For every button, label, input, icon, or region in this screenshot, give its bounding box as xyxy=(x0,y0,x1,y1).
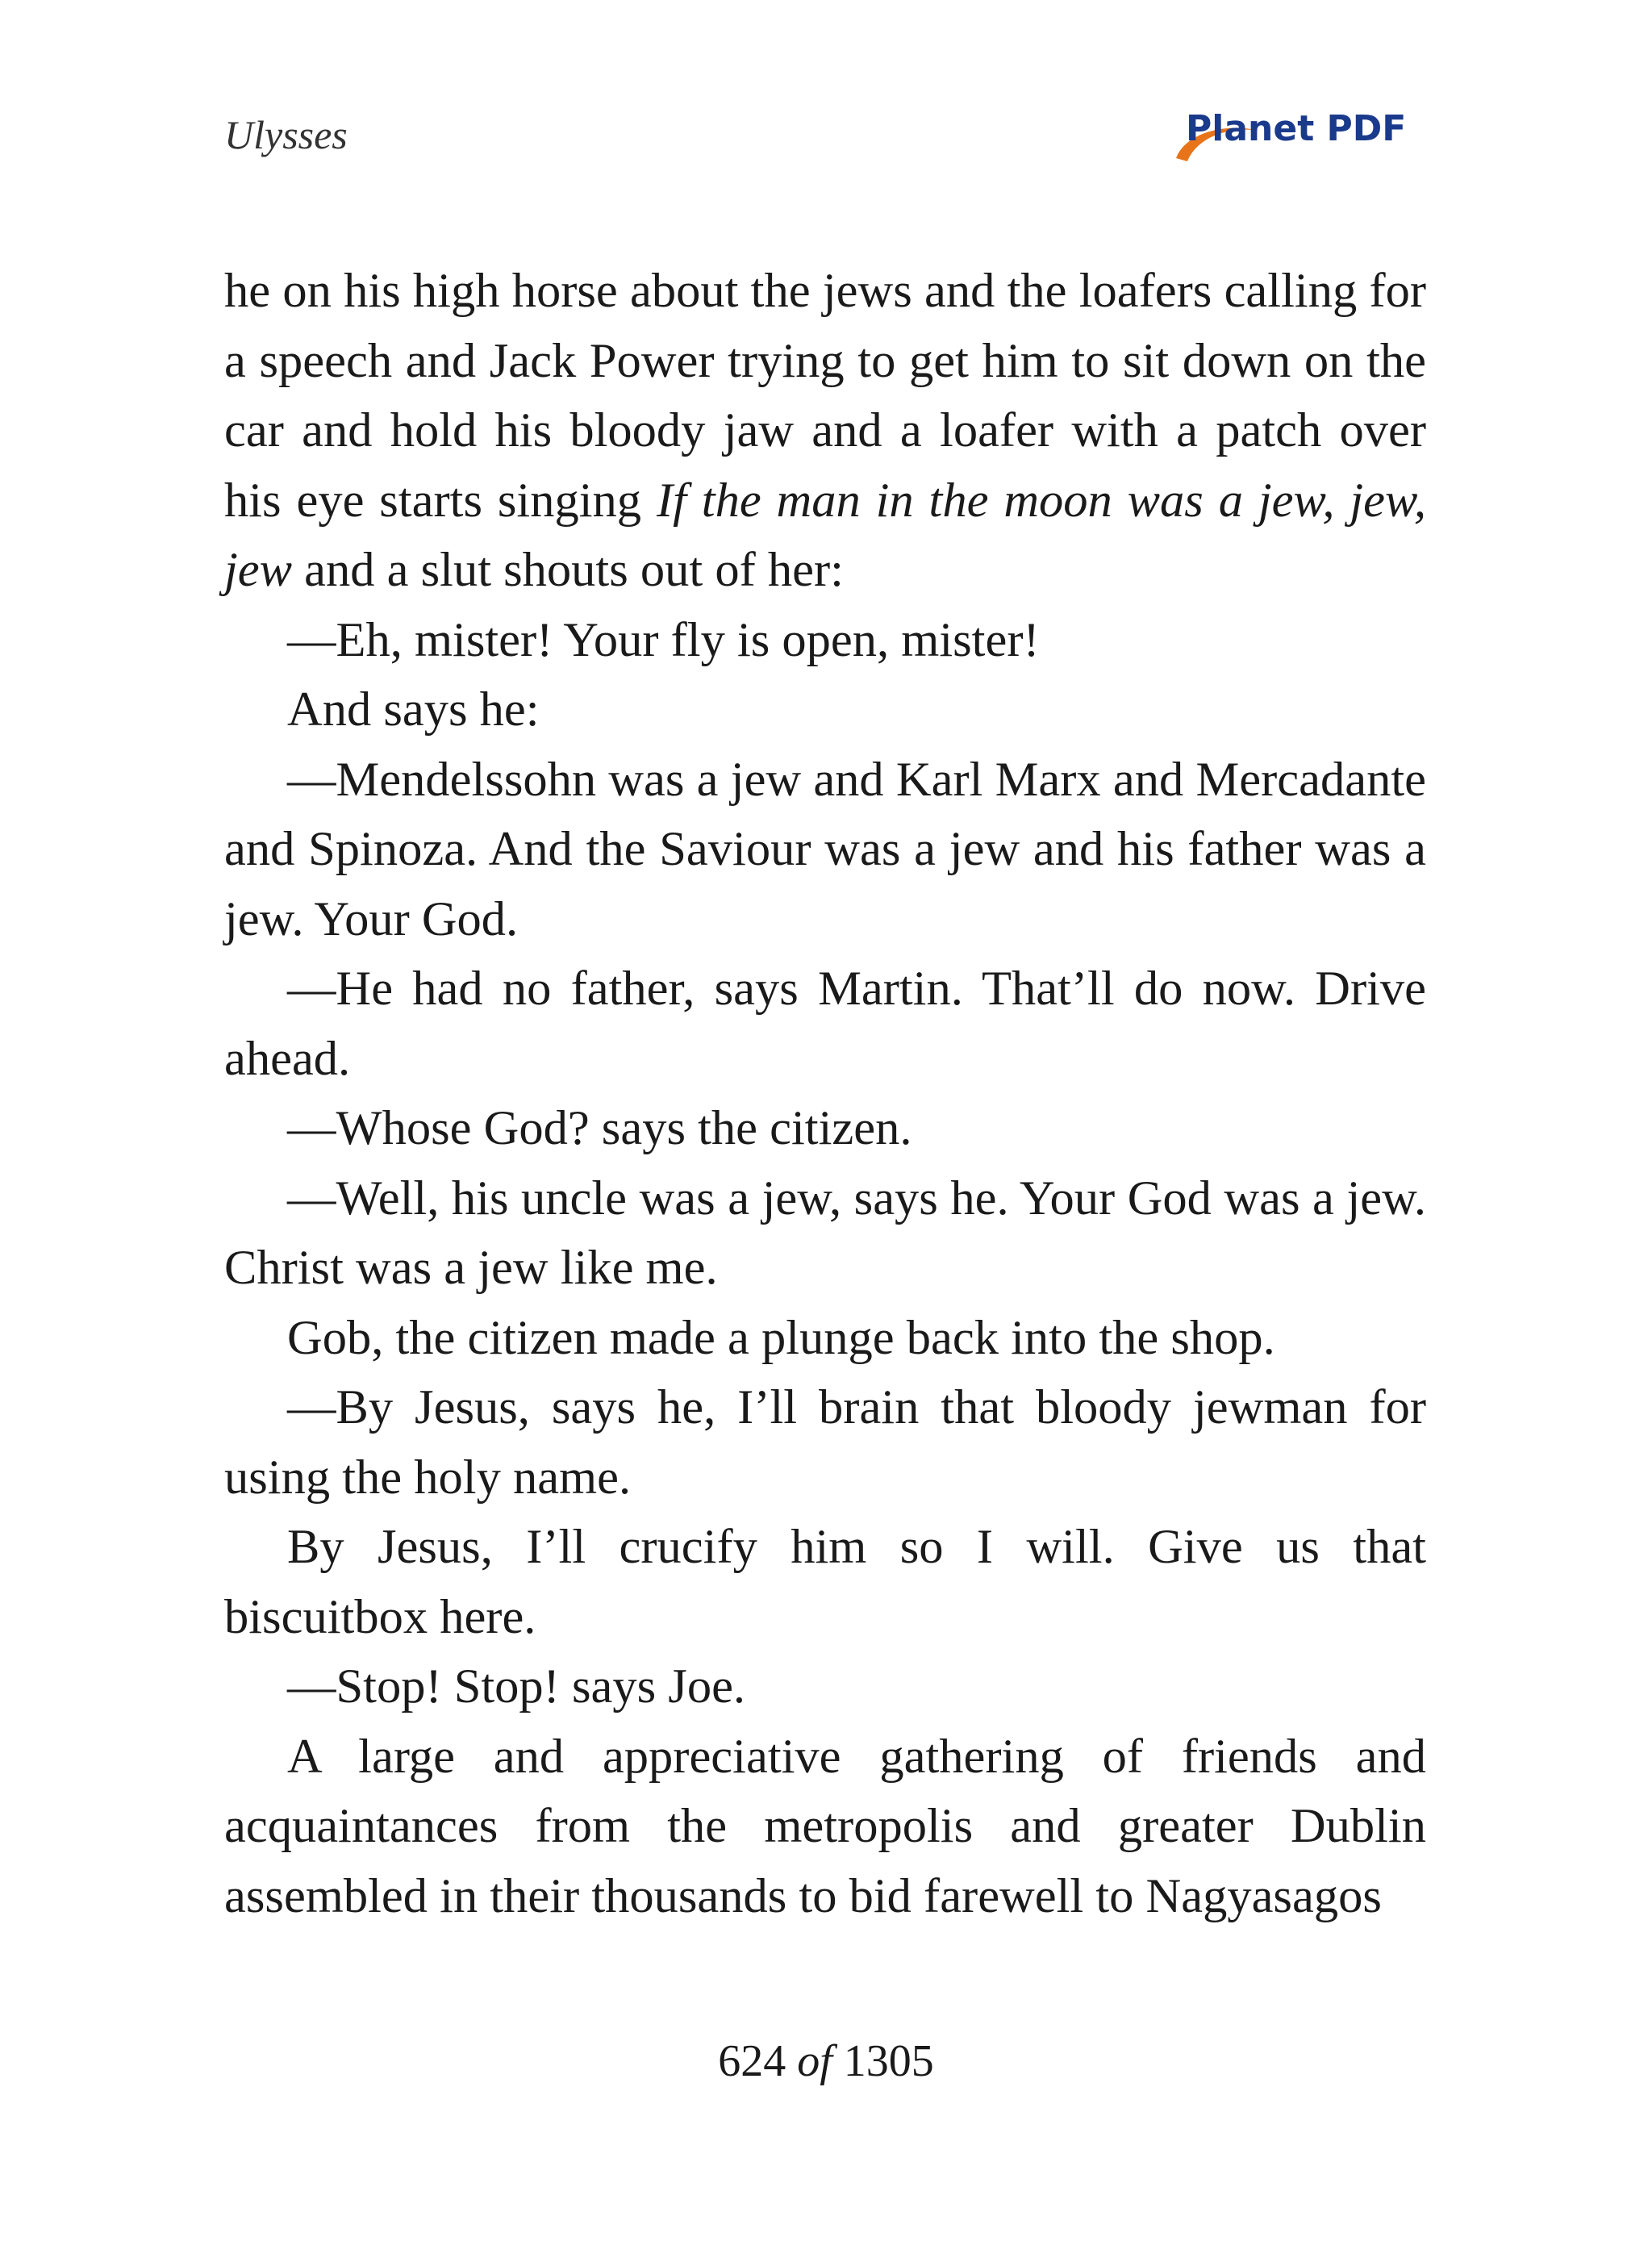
running-title: Ulysses xyxy=(224,112,348,157)
paragraph: —Well, his uncle was a jew, says he. Your God was a jew. Christ was a jew like me. xyxy=(224,1171,1426,1295)
paragraph: —He had no father, says Martin. That’ll do now. Drive ahead. xyxy=(224,962,1426,1086)
page-number xyxy=(0,2033,1652,2089)
paragraph: —Mendelssohn was a jew and Karl Marx and Mercadante and Spinoza. And the Saviour was a jew and his father was a jew. Your God. xyxy=(224,752,1426,946)
paragraph: —Eh, mister! Your fly is open, mister! xyxy=(287,612,1040,667)
paragraph: And says he: xyxy=(287,682,540,737)
paragraph: Gob, the citizen made a plunge back into the shop. xyxy=(287,1310,1275,1365)
planet-pdf-logo xyxy=(1170,105,1436,169)
song-lyric: If the man in the moon was a jew, jew, jew xyxy=(224,473,1426,597)
paragraph: —Whose God? says the citizen. xyxy=(287,1101,912,1155)
paragraph xyxy=(224,257,1426,606)
paragraph: By Jesus, I’ll crucify him so I will. Give us that biscuitbox here. xyxy=(224,1520,1426,1644)
book-text xyxy=(224,257,1426,1931)
paragraph: —Stop! Stop! says Joe. xyxy=(287,1659,746,1713)
text-span: he on his high horse about the jews and the loafers calling for a speech and Jack Power trying to get him to sit down on the car and hold his bloody jaw and a loafer with a patch over his eye starts singing xyxy=(224,264,1426,528)
current-page: 624 xyxy=(718,2036,786,2086)
paragraph: —By Jesus, says he, I’ll brain that bloody jewman for using the holy name. xyxy=(224,1380,1426,1505)
paragraph: A large and appreciative gathering of friends and acquaintances from the metropolis and greater Dublin assembled in their thousands to bid farewell to Nagyasagos xyxy=(224,1729,1426,1923)
text-span: and a slut shouts out of her: xyxy=(292,543,844,597)
of-word: of xyxy=(797,2036,832,2086)
total-pages: 1305 xyxy=(843,2036,934,2086)
logo-text: Planet PDF xyxy=(1186,108,1407,149)
